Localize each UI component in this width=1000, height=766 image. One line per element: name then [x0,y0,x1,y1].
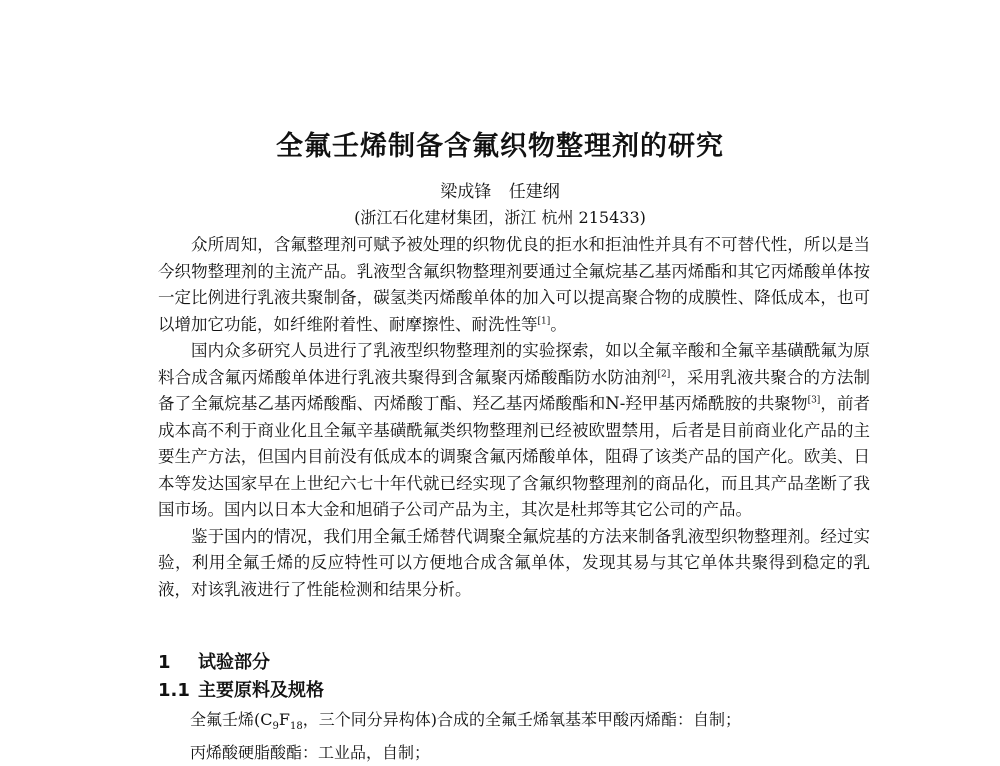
paragraph-1 [158,232,870,338]
section-heading-1 [158,651,270,675]
section-number: 1.1 [158,680,190,701]
paper-title: 全氟壬烯制备含氟织物整理剂的研究 [276,131,724,162]
affiliation: (浙江石化建材集团，浙江 杭州 215433) [354,208,646,227]
section-heading-1-1 [158,679,324,703]
paragraph-text: 鉴于国内的情况，我们用全氟壬烯替代调聚全氟烷基的方法来制备乳液型织物整理剂。经过实验，利用全氟壬烯的反应特性可以方便地合成含氟单体，发现其易与其它单体共聚得到稳定的乳液，对该乳液进行了性能检测和结果分析。 [158,526,870,599]
materials-list [190,707,741,766]
citation-ref: [2] [657,369,671,379]
section-title: 主要原料及规格 [198,680,324,701]
abstract-body [158,232,870,603]
material-item: 丙烯酸硬脂酸酯：工业品，自制； [190,743,431,763]
paragraph-text: ，采用乳液共聚合的方法制备了全氟烷基乙基丙烯酸酯、丙烯酸丁酯、羟乙基丙烯酸酯和N-羟甲基丙烯酰胺的共聚物 [158,367,871,413]
paragraph-text: 众所周知，含氟整理剂可赋予被处理的织物优良的拒水和拒油性并具有不可替代性，所以是当今织物整理剂的主流产品。乳液型含氟织物整理剂要通过全氟烷基乙基丙烯酯和其它丙烯酸单体按一定比例进行乳液共聚制备，碳氢类丙烯酸单体的加入可以提高聚合物的成膜性、降低成本，也可以增加它功能，如纤维附着性、耐摩擦性、耐洗性等 [158,235,870,334]
citation-ref: [1] [537,316,551,326]
paragraph-text: ，前者成本高不利于商业化且全氟辛基磺酰氟类织物整理剂已经被欧盟禁用，后者是目前商业化产品的主要生产方法，但国内目前没有低成本的调聚含氟丙烯酸单体，阻碍了该类产品的国产化。欧美、日本等发达国家早在上世纪六七十年代就已经实现了含氟织物整理剂的商品化，而且其产品垄断了我国市场。国内以日本大金和旭硝子公司产品为主，其次是杜邦等其它公司的产品。 [158,394,871,519]
paragraph-2 [158,338,870,524]
section-title: 试验部分 [198,652,270,673]
authors: 梁成锋 任建纲 [440,182,560,202]
material-item: 全氟壬烯($C_9F_{18}$，三个同分异构体)合成的全氟壬烯氧基苯甲酸丙烯酯：自制； [190,710,741,733]
section-number: 1 [158,652,171,673]
paragraph-3 [158,524,870,604]
paragraph-text: 。 [550,314,567,334]
paragraph-text: 国内众多研究人员进行了乳液型织物整理剂的实验探索，如以全氟辛酸和全氟辛基磺酰氟为原料合成含氟丙烯酸单体进行乳液共聚得到含氟聚丙烯酸酯防水防油剂 [158,341,870,387]
citation-ref: [3] [807,395,821,406]
